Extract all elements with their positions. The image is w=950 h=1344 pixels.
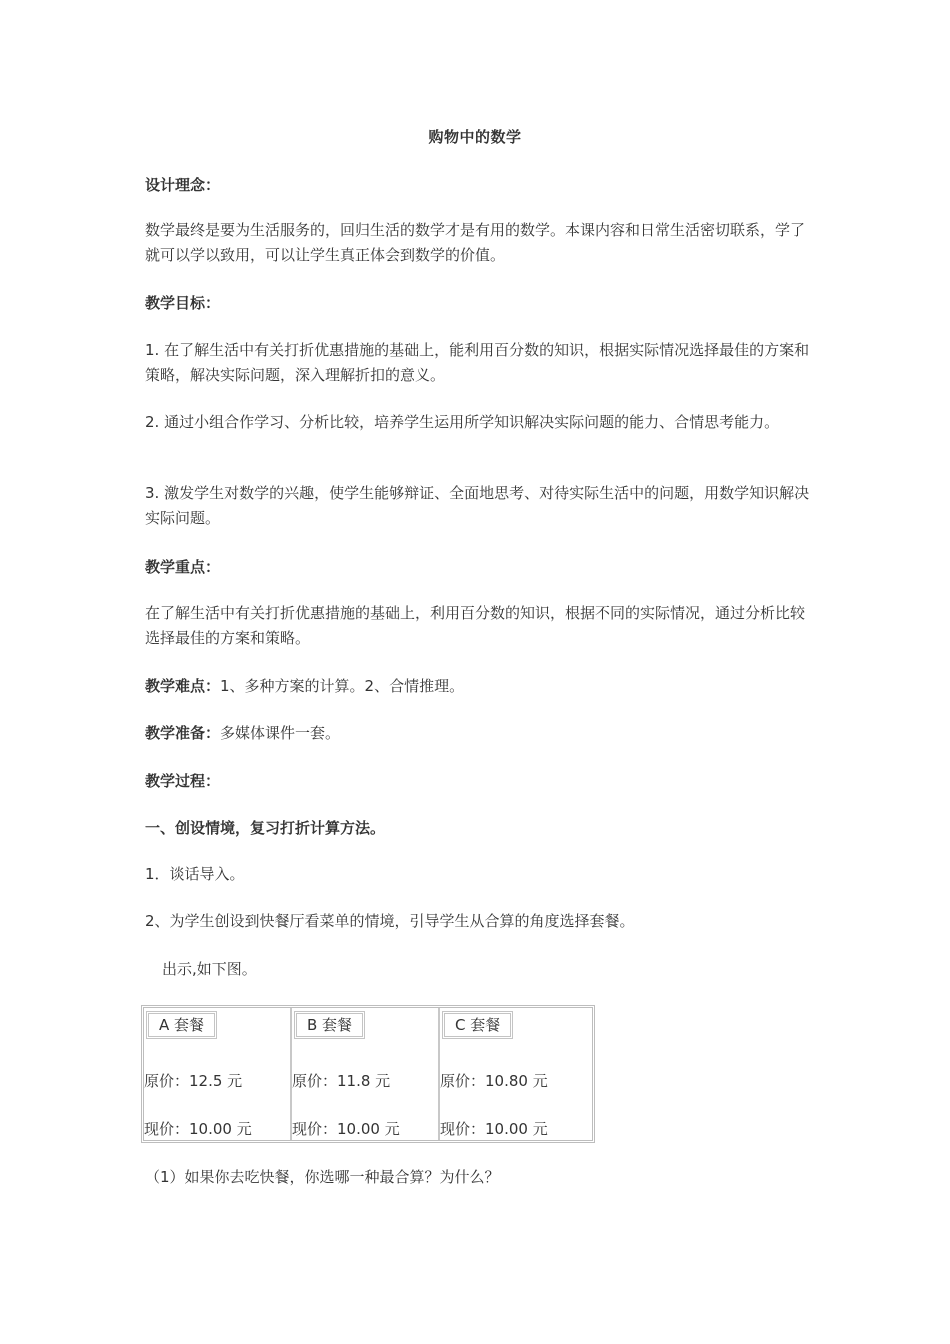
menu-name: B 套餐 [294, 1011, 365, 1039]
difficulty-text: 1、多种方案的计算。2、合情推理。 [220, 677, 465, 695]
show-text: 出示,如下图。 [162, 960, 257, 978]
current-price: 现价：10.00 元 [440, 1120, 548, 1138]
difficulty-label: 教学难点： [145, 677, 221, 695]
question-1: （1）如果你去吃快餐，你选哪一种最合算？为什么？ [145, 1168, 500, 1186]
key-label: 教学重点： [145, 558, 221, 576]
original-price: 原价：12.5 元 [144, 1072, 243, 1090]
menu-name: A 套餐 [146, 1011, 217, 1039]
process-label: 教学过程： [145, 772, 221, 790]
menu-cell-c [440, 1008, 588, 1140]
original-price: 原价：10.80 元 [440, 1072, 548, 1090]
prep-text: 多媒体课件一套。 [220, 724, 341, 742]
prep-label: 教学准备： [145, 724, 221, 742]
goal-item-3: 3. 激发学生对数学的兴趣，使学生能够辩证、全面地思考、对待实际生活中的问题，用数学知识解决实际问题。 [145, 484, 810, 527]
design-text: 数学最终是要为生活服务的，回归生活的数学才是有用的数学。本课内容和日常生活密切联系，学了就可以学以致用，可以让学生真正体会到数学的价值。 [145, 221, 806, 264]
menu-cell-b [292, 1008, 440, 1140]
menu-cell-a [144, 1008, 292, 1140]
difficulty-line [145, 674, 810, 699]
step-item-1: 1．谈话导入。 [145, 865, 245, 883]
prep-line [145, 721, 810, 746]
design-label: 设计理念： [145, 176, 221, 194]
current-price: 现价：10.00 元 [292, 1120, 400, 1138]
step-heading: 一、创设情境，复习打折计算方法。 [145, 819, 386, 837]
current-price: 现价：10.00 元 [144, 1120, 252, 1138]
menu-name: C 套餐 [442, 1011, 513, 1039]
original-price: 原价：11.8 元 [292, 1072, 391, 1090]
goals-label: 教学目标： [145, 294, 221, 312]
menu-table [141, 1005, 595, 1143]
document-title: 购物中的数学 [428, 128, 522, 146]
goal-item-1: 1. 在了解生活中有关打折优惠措施的基础上，能利用百分数的知识，根据实际情况选择最佳的方案和策略，解决实际问题，深入理解折扣的意义。 [145, 341, 810, 384]
key-text: 在了解生活中有关打折优惠措施的基础上，利用百分数的知识，根据不同的实际情况，通过分析比较选择最佳的方案和策略。 [145, 604, 806, 647]
step-item-2: 2、为学生创设到快餐厅看菜单的情境，引导学生从合算的角度选择套餐。 [145, 912, 635, 930]
goal-item-2: 2. 通过小组合作学习、分析比较，培养学生运用所学知识解决实际问题的能力、合情思考能力。 [145, 413, 780, 431]
